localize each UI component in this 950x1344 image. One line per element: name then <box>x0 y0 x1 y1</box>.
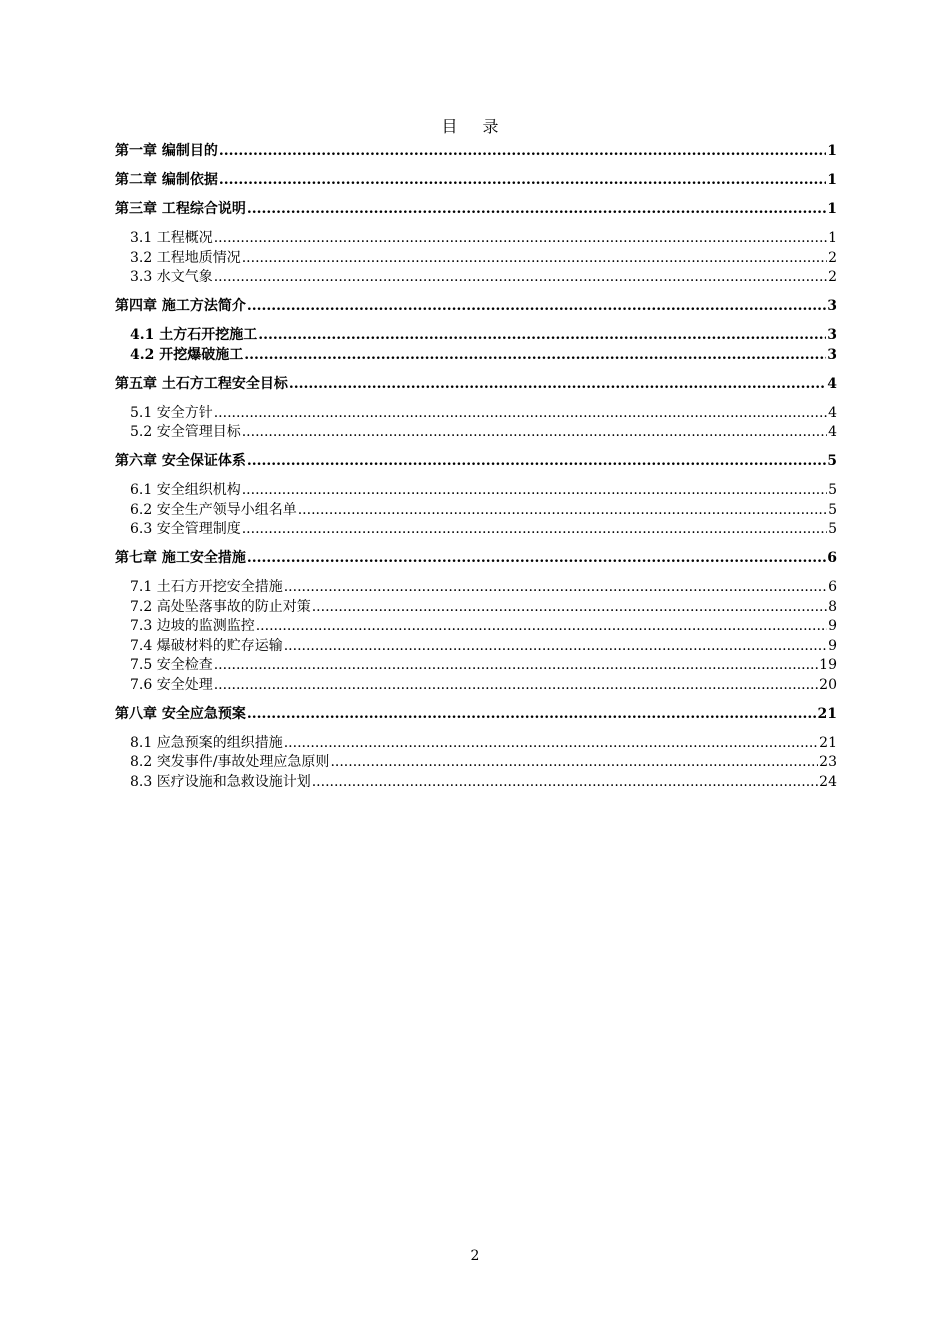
toc-entry-page: 21 <box>819 734 837 751</box>
toc-entry-label: 7.4 爆破材料的贮存运输 <box>130 637 283 654</box>
toc-section-entry[interactable] <box>115 598 837 618</box>
toc-entry-page: 8 <box>828 598 837 615</box>
toc-dot-leader <box>312 598 827 618</box>
toc-entry-label: 第八章 安全应急预案 <box>115 705 246 722</box>
toc-dot-leader <box>247 705 817 725</box>
toc-entry-page: 1 <box>827 201 837 217</box>
toc-entry-label: 8.2 突发事件/事故处理应急原则 <box>130 754 330 770</box>
toc-section-entry[interactable] <box>115 617 837 637</box>
toc-dot-leader <box>330 753 818 773</box>
toc-dot-leader <box>242 423 827 443</box>
toc-chapter-entry[interactable] <box>115 200 837 220</box>
toc-title: 目 录 <box>441 117 509 136</box>
toc-section-entry[interactable] <box>115 656 837 676</box>
toc-entry-page: 23 <box>819 754 837 770</box>
toc-chapter-entry[interactable] <box>115 171 837 191</box>
toc-section-entry[interactable] <box>115 734 837 754</box>
toc-chapter-entry[interactable] <box>115 452 837 472</box>
toc-entry-page: 2 <box>828 269 837 285</box>
toc-dot-leader <box>258 326 826 346</box>
toc-entry-page: 3 <box>827 346 837 363</box>
toc-entry-page: 5 <box>828 521 837 537</box>
toc-entry-page: 1 <box>827 143 837 159</box>
toc-entry-label: 8.3 医疗设施和急救设施计划 <box>130 773 311 790</box>
toc-entry-label: 3.1 工程概况 <box>130 230 213 246</box>
toc-entry-page: 21 <box>817 705 837 722</box>
toc-dot-leader <box>242 481 827 501</box>
toc-dot-leader <box>219 142 826 162</box>
toc-entry-label: 4.1 土方石开挖施工 <box>130 327 258 343</box>
toc-chapter-entry[interactable] <box>115 375 837 395</box>
page-number: 2 <box>470 1248 480 1264</box>
toc-chapter-entry[interactable] <box>115 549 837 569</box>
toc-entry-label: 3.3 水文气象 <box>130 269 213 285</box>
toc-entry-page: 4 <box>828 424 837 440</box>
toc-section-entry[interactable] <box>115 268 837 288</box>
toc-entry-page: 3 <box>827 298 837 314</box>
toc-dot-leader <box>214 676 818 696</box>
toc-entry-page: 6 <box>828 579 837 595</box>
toc-dot-leader <box>214 229 827 249</box>
toc-dot-leader <box>242 249 827 269</box>
toc-section-entry[interactable] <box>115 773 837 793</box>
toc-section-entry[interactable] <box>115 676 837 696</box>
toc-entry-page: 5 <box>828 482 837 498</box>
toc-chapter-entry[interactable] <box>115 142 837 162</box>
toc-entry-label: 6.1 安全组织机构 <box>130 482 241 498</box>
toc-entry-label: 第四章 施工方法简介 <box>115 298 246 314</box>
toc-entry-label: 第七章 施工安全措施 <box>115 550 246 566</box>
toc-entry-page: 4 <box>828 404 837 421</box>
toc-entry-label: 第一章 编制目的 <box>115 143 218 159</box>
toc-dot-leader <box>284 637 827 657</box>
toc-dot-leader <box>284 734 818 754</box>
toc-chapter-entry[interactable] <box>115 297 837 317</box>
toc-dot-leader <box>214 268 827 288</box>
toc-entry-label: 6.2 安全生产领导小组名单 <box>130 501 297 518</box>
toc-entry-label: 8.1 应急预案的组织措施 <box>130 734 283 751</box>
toc-entry-label: 7.2 高处坠落事故的防止对策 <box>130 598 311 615</box>
toc-chapter-entry[interactable] <box>115 705 837 725</box>
toc-entry-label: 4.2 开挖爆破施工 <box>130 346 244 363</box>
toc-entry-label: 5.2 安全管理目标 <box>130 424 241 440</box>
toc-entry-page: 1 <box>827 172 837 188</box>
toc-dot-leader <box>256 617 827 637</box>
toc-section-entry[interactable] <box>115 346 837 366</box>
toc-entry-label: 第三章 工程综合说明 <box>115 201 246 217</box>
toc-dot-leader <box>312 773 818 793</box>
toc-section-entry[interactable] <box>115 229 837 249</box>
toc-entry-page: 3 <box>827 327 837 343</box>
toc-section-entry[interactable] <box>115 404 837 424</box>
toc-entry-page: 2 <box>828 249 837 266</box>
toc-entry-label: 7.3 边坡的监测监控 <box>130 618 255 634</box>
toc-section-entry[interactable] <box>115 501 837 521</box>
toc-dot-leader <box>289 375 826 395</box>
toc-dot-leader <box>219 171 826 191</box>
toc-dot-leader <box>298 501 827 521</box>
toc-entry-page: 9 <box>828 637 837 654</box>
toc-entry-label: 5.1 安全方针 <box>130 404 213 421</box>
toc-entry-page: 6 <box>827 550 837 566</box>
toc-entry-page: 19 <box>819 657 837 673</box>
toc-entry-page: 5 <box>828 501 837 518</box>
toc-section-entry[interactable] <box>115 326 837 346</box>
toc-entry-label: 7.5 安全检查 <box>130 657 213 673</box>
toc-entry-label: 7.1 土石方开挖安全措施 <box>130 579 283 595</box>
toc-entry-page: 1 <box>828 230 837 246</box>
toc-dot-leader <box>244 346 826 366</box>
toc-section-entry[interactable] <box>115 423 837 443</box>
toc-dot-leader <box>247 549 826 569</box>
toc-section-entry[interactable] <box>115 520 837 540</box>
toc-section-entry[interactable] <box>115 249 837 269</box>
toc-entry-label: 第六章 安全保证体系 <box>115 453 246 469</box>
toc-entry-label: 3.2 工程地质情况 <box>130 249 241 266</box>
toc-entry-page: 20 <box>819 676 837 693</box>
toc-entry-label: 7.6 安全处理 <box>130 676 213 693</box>
toc-section-entry[interactable] <box>115 481 837 501</box>
toc-section-entry[interactable] <box>115 753 837 773</box>
toc-entry-label: 第五章 土石方工程安全目标 <box>115 375 288 392</box>
toc-dot-leader <box>247 297 826 317</box>
toc-section-entry[interactable] <box>115 578 837 598</box>
toc-dot-leader <box>242 520 827 540</box>
toc-entry-label: 6.3 安全管理制度 <box>130 521 241 537</box>
toc-dot-leader <box>247 452 826 472</box>
toc-dot-leader <box>214 656 818 676</box>
toc-entry-page: 5 <box>827 453 837 469</box>
toc-dot-leader <box>214 404 827 424</box>
toc-entry-page: 9 <box>828 618 837 634</box>
toc-entry-label: 第二章 编制依据 <box>115 172 218 188</box>
table-of-contents <box>115 142 837 792</box>
toc-section-entry[interactable] <box>115 637 837 657</box>
toc-dot-leader <box>247 200 826 220</box>
toc-entry-page: 24 <box>819 773 837 790</box>
toc-entry-page: 4 <box>827 375 837 392</box>
toc-dot-leader <box>284 578 827 598</box>
